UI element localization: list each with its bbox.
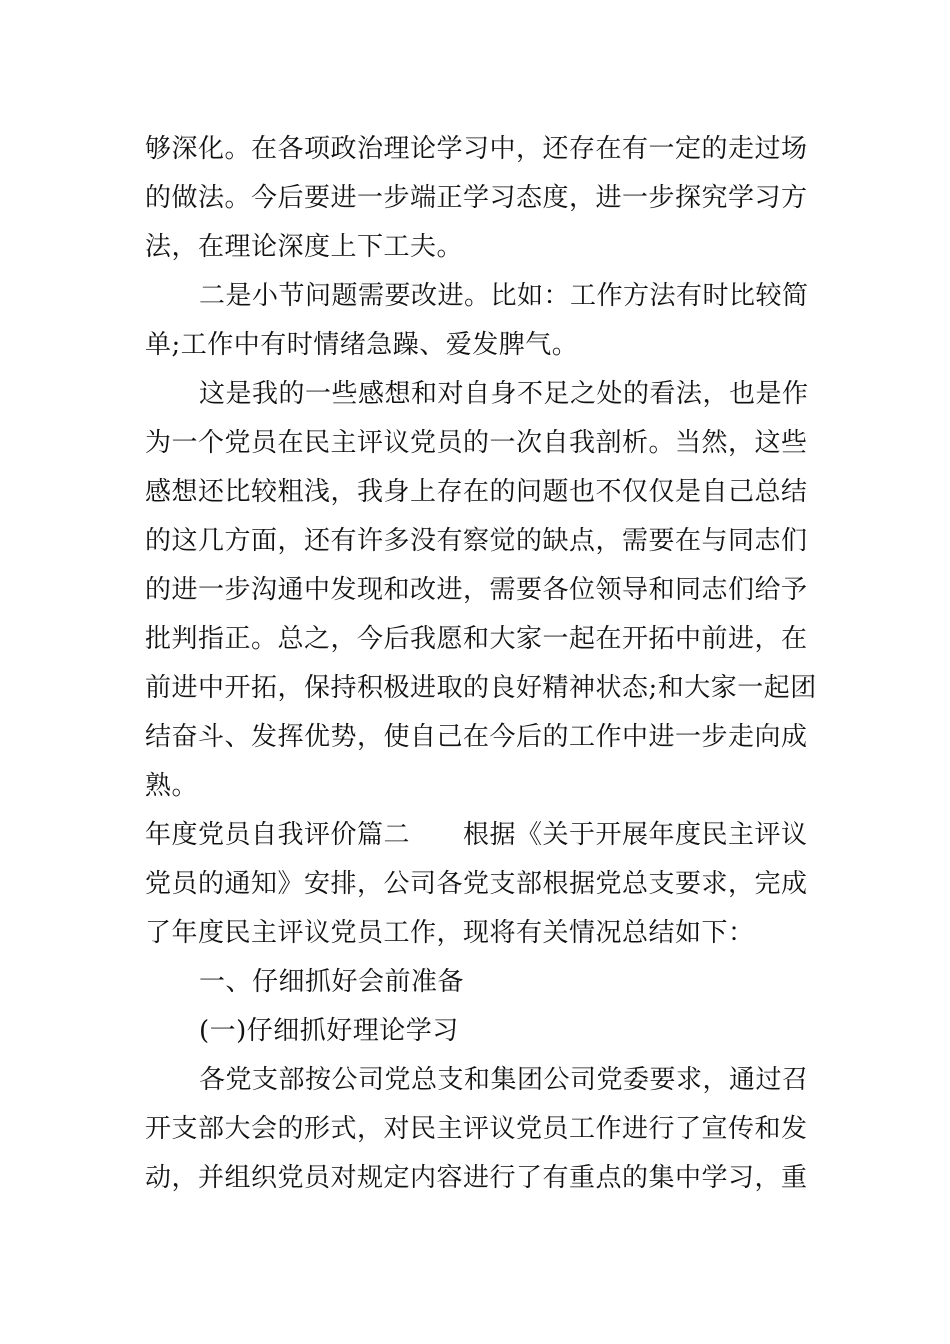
text-line: 前进中开拓，保持积极进取的良好精神状态;和大家一起团 xyxy=(145,673,817,703)
text-line: 动，并组织党员对规定内容进行了有重点的集中学习，重 xyxy=(145,1163,808,1193)
text-line: 这是我的一些感想和对自身不足之处的看法，也是作 xyxy=(199,379,809,409)
text-line: 单;工作中有时情绪急躁、爱发脾气。 xyxy=(145,330,579,360)
text-line: 的这几方面，还有许多没有察觉的缺点，需要在与同志们 xyxy=(145,526,808,556)
text-line: 结奋斗、发挥优势，使自己在今后的工作中进一步走向成 xyxy=(145,722,808,752)
text-line: 熟。 xyxy=(145,771,199,801)
text-line: 二是小节问题需要改进。比如：工作方法有时比较简 xyxy=(199,281,809,311)
text-line: 法，在理论深度上下工夫。 xyxy=(145,232,464,262)
subheading-line: (一)仔细抓好理论学习 xyxy=(199,1016,459,1046)
text-line: 批判指正。总之，今后我愿和大家一起在开拓中前进，在 xyxy=(145,624,808,654)
text-line: 的进一步沟通中发现和改进，需要各位领导和同志们给予 xyxy=(145,575,808,605)
text-line: 了年度民主评议党员工作，现将有关情况总结如下： xyxy=(145,918,755,948)
section-heading-line: 年度党员自我评价篇二 根据《关于开展年度民主评议 xyxy=(145,820,808,850)
text-line: 各党支部按公司党总支和集团公司党委要求，通过召 xyxy=(199,1065,809,1095)
document-body xyxy=(145,125,817,1203)
text-line: 够深化。在各项政治理论学习中，还存在有一定的走过场 xyxy=(145,134,808,164)
subheading-line: 一、仔细抓好会前准备 xyxy=(199,967,465,997)
text-line: 党员的通知》安排，公司各党支部根据党总支要求，完成 xyxy=(145,869,808,899)
text-line: 感想还比较粗浅，我身上存在的问题也不仅仅是自己总结 xyxy=(145,477,808,507)
text-line: 的做法。今后要进一步端正学习态度，进一步探究学习方 xyxy=(145,183,808,213)
text-line: 为一个党员在民主评议党员的一次自我剖析。当然，这些 xyxy=(145,428,808,458)
text-line: 开支部大会的形式，对民主评议党员工作进行了宣传和发 xyxy=(145,1114,808,1144)
